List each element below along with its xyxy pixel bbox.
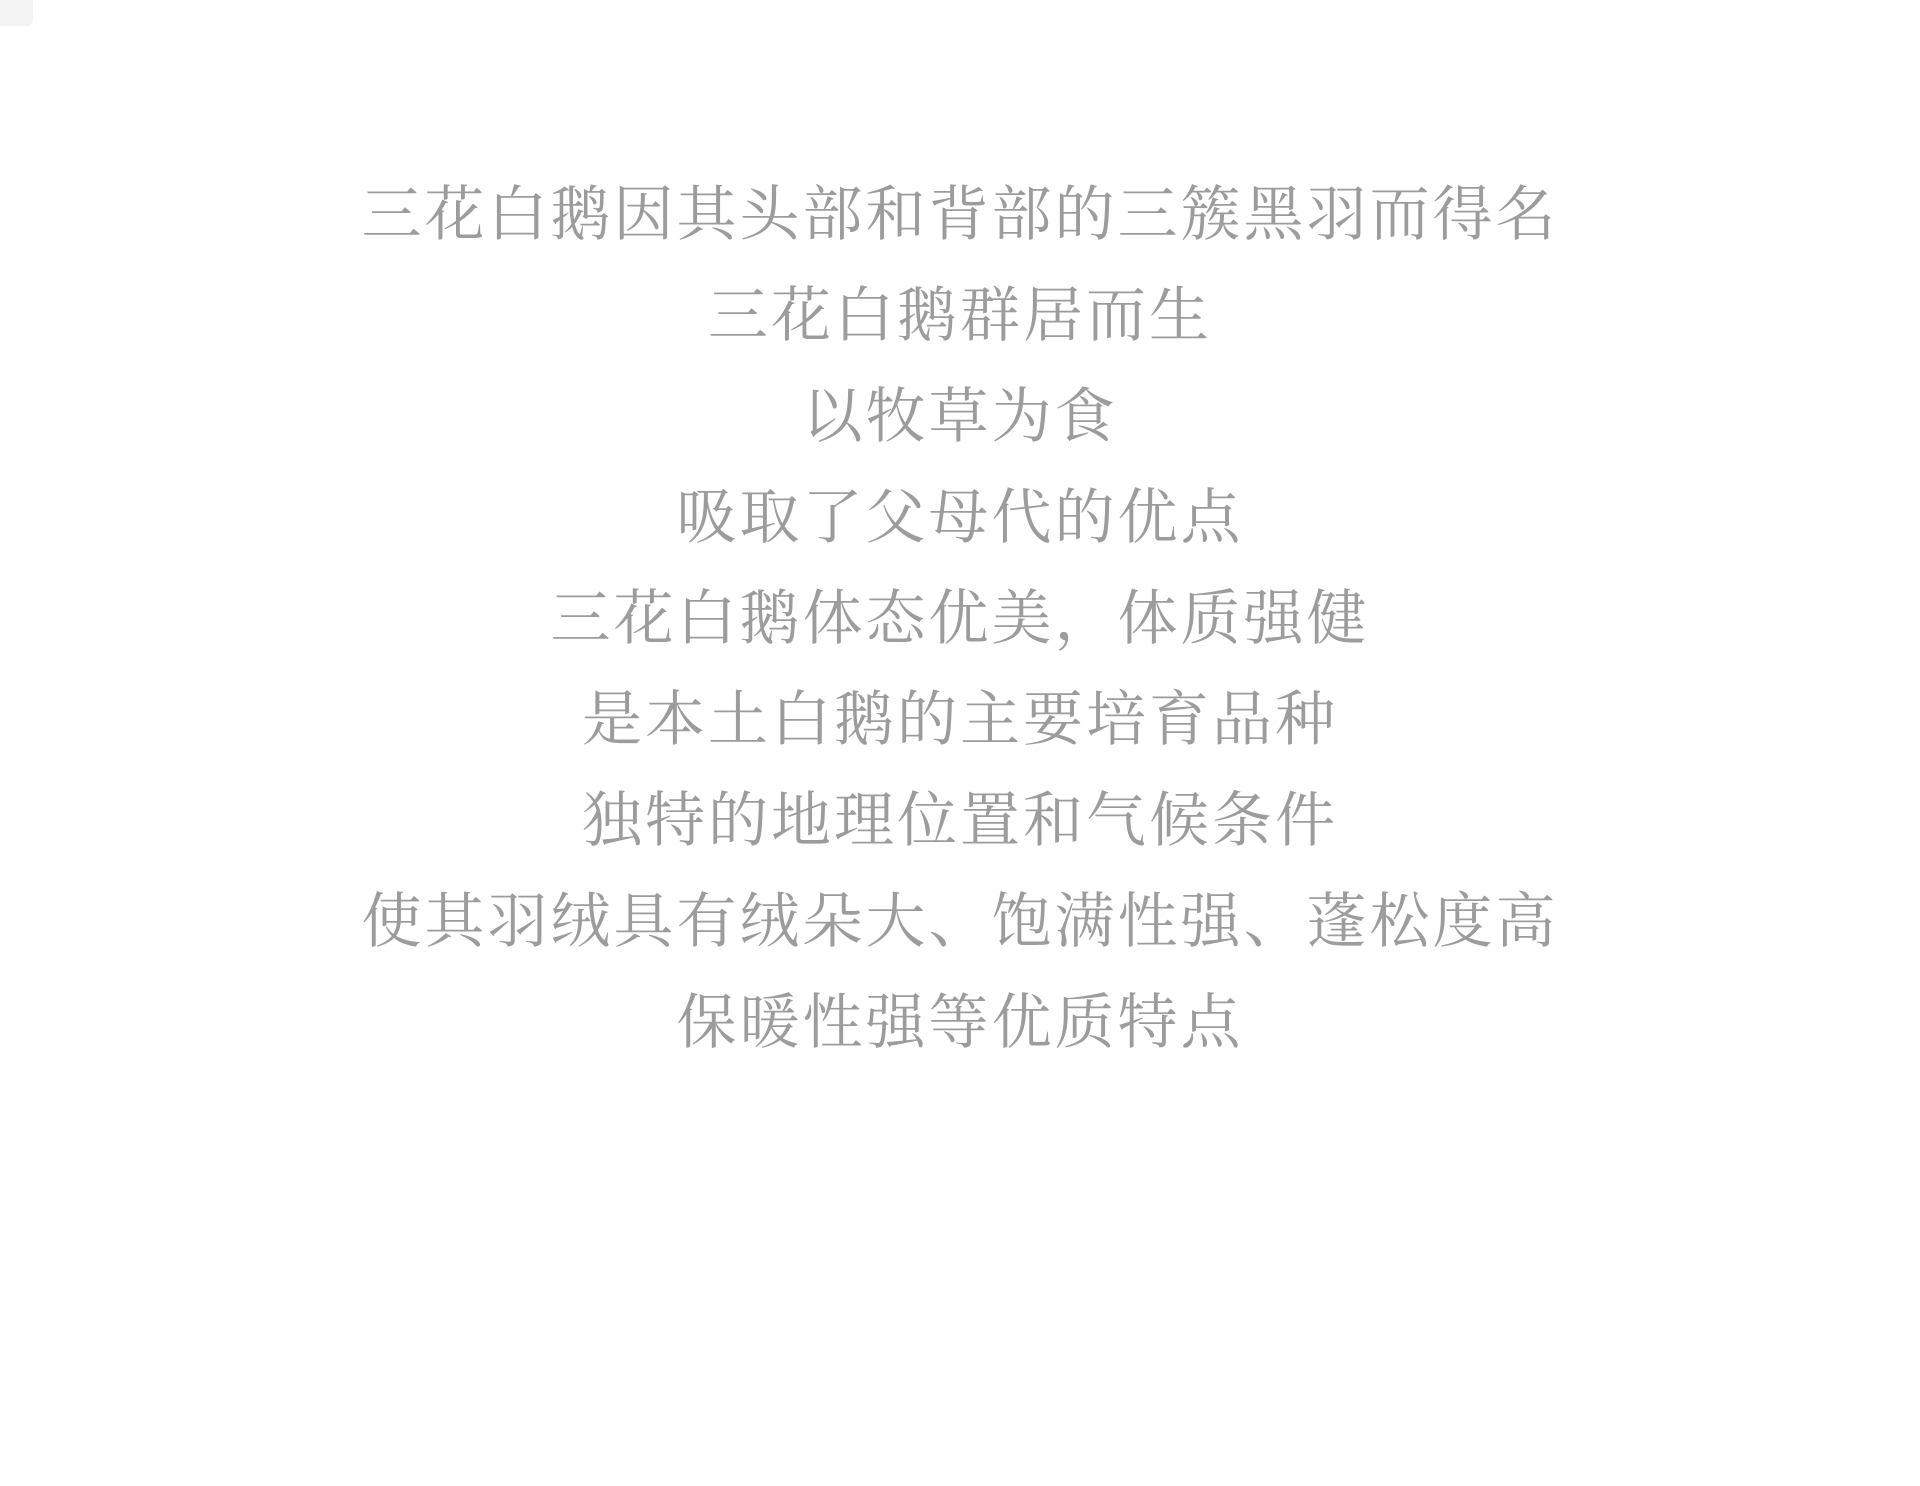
caption-line-1: 三花白鹅因其头部和背部的三簇黑羽而得名 [361, 181, 1559, 248]
caption-line-7: 独特的地理位置和气候条件 [582, 787, 1338, 854]
caption-line-6: 是本土白鹅的主要培育品种 [582, 686, 1338, 753]
corner-artifact [0, 0, 33, 26]
caption-line-8: 使其羽绒具有绒朵大、饱满性强、蓬松度高 [361, 888, 1559, 955]
caption-line-3: 以牧草为食 [802, 383, 1118, 450]
caption-line-2: 三花白鹅群居而生 [708, 282, 1212, 349]
caption-line-4: 吸取了父母代的优点 [676, 484, 1244, 551]
product-description-text [0, 164, 1920, 1073]
caption-line-9: 保暖性强等优质特点 [676, 989, 1244, 1056]
caption-line-5: 三花白鹅体态优美，体质强健 [550, 585, 1370, 652]
